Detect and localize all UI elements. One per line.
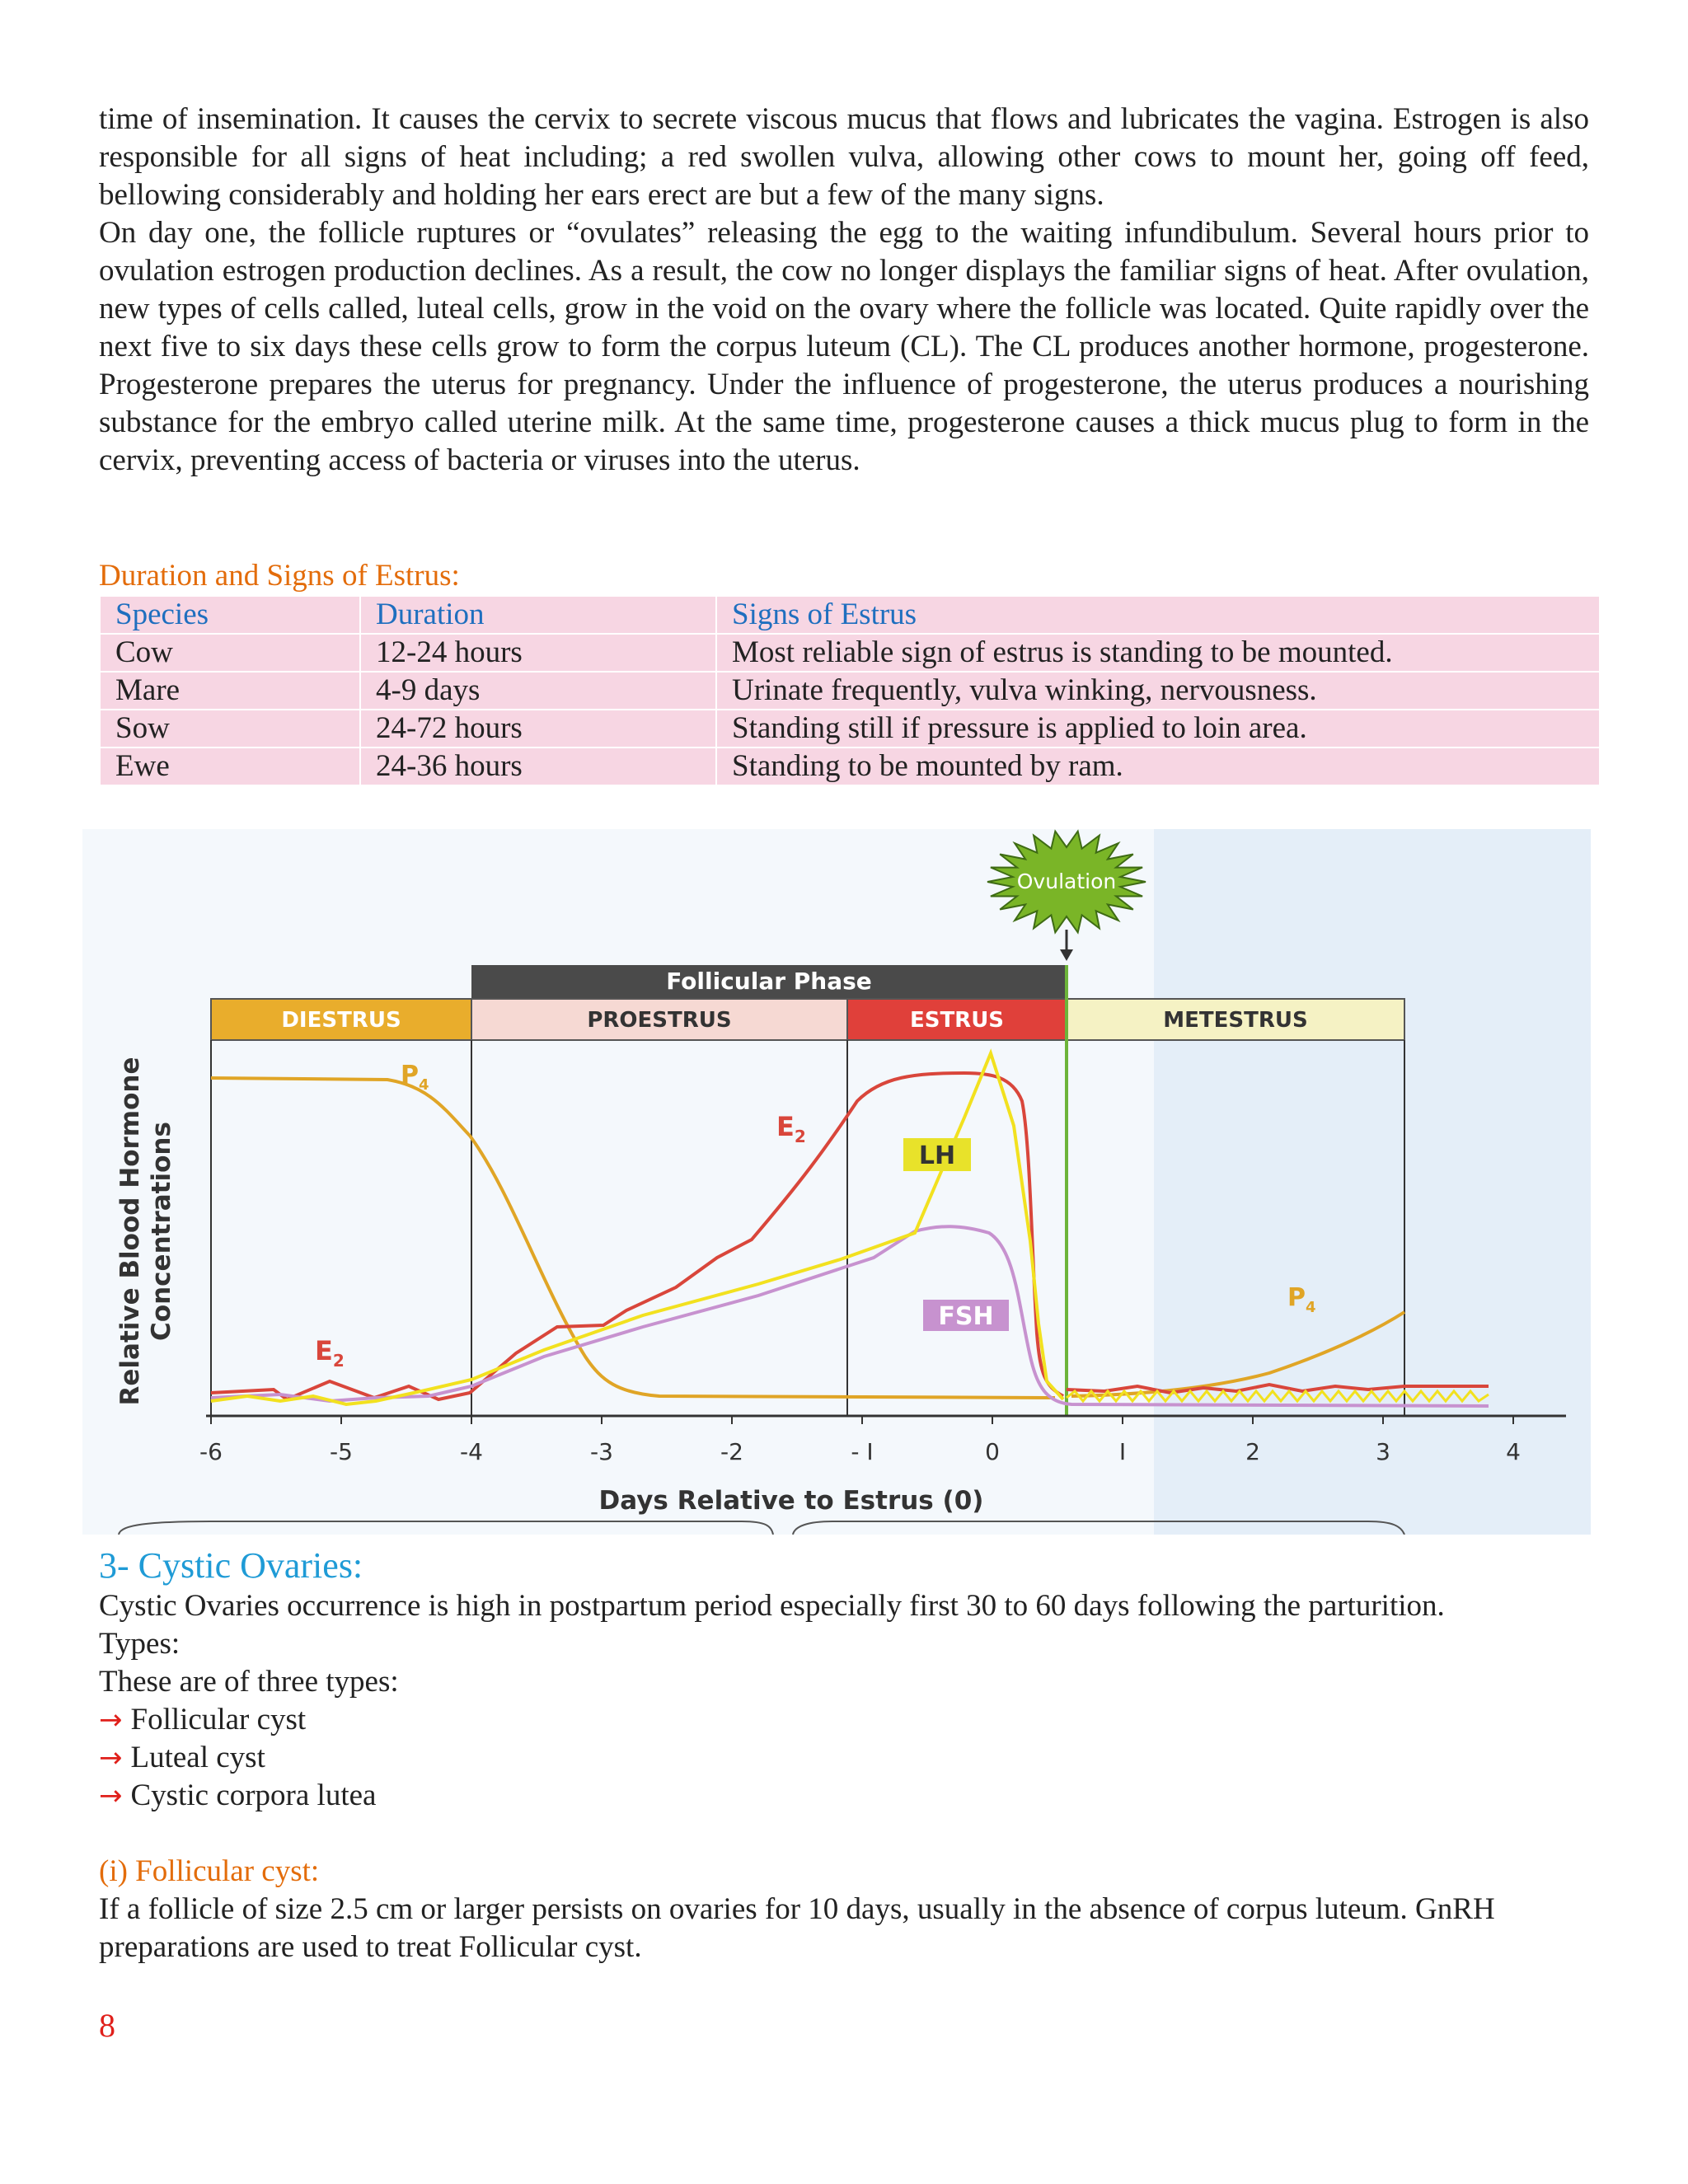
e2-label: $E_2$: [776, 1111, 806, 1146]
header-signs: Signs of Estrus: [716, 596, 1600, 634]
x-tick-label: I: [1118, 1438, 1127, 1465]
table-row: [100, 748, 1600, 785]
x-tick-label: -6: [199, 1438, 223, 1465]
list-item: [99, 1701, 306, 1739]
section-heading: 3- Cystic Ovaries:: [99, 1545, 363, 1586]
cell-species: Ewe: [100, 748, 360, 785]
list-item: [99, 1739, 265, 1777]
p4-label-metestrus: $P_4$: [1287, 1283, 1316, 1316]
fsh-label: FSH: [938, 1302, 994, 1331]
cell-duration: 24-72 hours: [360, 710, 716, 748]
list-item-label: Follicular cyst: [130, 1703, 307, 1736]
table-row: [100, 710, 1600, 748]
follicular-phase-label: Follicular Phase: [666, 968, 872, 995]
table-header-row: [100, 596, 1600, 634]
arrow-right-icon: →: [99, 1779, 123, 1812]
cell-signs: Standing still if pressure is applied to loin area.: [716, 710, 1600, 748]
lh-label: LH: [918, 1141, 956, 1170]
cell-species: Cow: [100, 634, 360, 672]
cell-species: Sow: [100, 710, 360, 748]
x-tick-label: -3: [590, 1438, 613, 1465]
x-tick-label: 3: [1376, 1438, 1390, 1465]
cell-species: Mare: [100, 672, 360, 710]
x-tick-label: 0: [985, 1438, 1000, 1465]
cell-signs: Standing to be mounted by ram.: [716, 748, 1600, 785]
arrow-right-icon: →: [99, 1741, 123, 1774]
ovulation-label: Ovulation: [1016, 869, 1117, 893]
estrus-table: [99, 595, 1601, 786]
intro-paragraph-2: On day one, the follicle ruptures or “ovulates” releasing the egg to the waiting infundibulum. Several hours prior to ovulation estrogen production declines. As a result, the cow no longer displays the familiar signs of heat. After ovulation, new types of cells called, luteal cells, grow in the void on the ovary where the follicle was located. Quite rapidly over the next five to six days these cells grow to form the corpus luteum (CL). The CL produces another hormone, progesterone. Progesterone prepares the uterus for pregnancy. Under the influence of progesterone, the uterus produces a nourishing substance for the embryo called uterine milk. At the same time, progesterone causes a thick mucus plug to form in the cervix, preventing access of bacteria or viruses into the uterus.: [99, 216, 1589, 477]
x-tick-label: - I: [851, 1438, 874, 1465]
table-row: [100, 672, 1600, 710]
section-text: Cystic Ovaries occurrence is high in postpartum period especially first 30 to 60 days following the parturition.: [99, 1589, 1445, 1623]
x-tick-label: 4: [1506, 1438, 1521, 1465]
y-axis-label-line2: Concentrations: [147, 1122, 176, 1341]
phase-label-proestrus: PROESTRUS: [587, 1008, 732, 1033]
arrow-right-icon: →: [99, 1704, 123, 1736]
list-item-label: Luteal cyst: [130, 1741, 265, 1774]
list-item-label: Cystic corpora lutea: [130, 1779, 377, 1812]
cell-duration: 12-24 hours: [360, 634, 716, 672]
header-species: Species: [100, 596, 360, 634]
types-label: Types:: [99, 1627, 181, 1661]
cell-signs: Most reliable sign of estrus is standing to be mounted.: [716, 634, 1600, 672]
phase-label-estrus: ESTRUS: [909, 1008, 1005, 1033]
y-axis-label-line1: Relative Blood Hormone: [115, 1057, 145, 1406]
subheading: (i) Follicular cyst:: [99, 1854, 320, 1888]
header-duration: Duration: [360, 596, 716, 634]
x-tick-label: -2: [720, 1438, 743, 1465]
list-item: [99, 1777, 376, 1815]
x-tick-label: -4: [460, 1438, 483, 1465]
cell-duration: 4-9 days: [360, 672, 716, 710]
x-tick-label: -5: [330, 1438, 353, 1465]
e2-label-diestrus: $E_2$: [315, 1335, 345, 1371]
x-axis-label: Days Relative to Estrus (0): [598, 1486, 984, 1516]
intro-paragraph-1: time of insemination. It causes the cervix to secrete viscous mucus that flows and lubricates the vagina. Estrogen is also responsible for all signs of heat including; a red swollen vulva, allowing other cows to mount her, going off feed, bellowing considerably and holding her ears erect are but a few of the many signs.: [99, 102, 1589, 212]
page-number: 8: [99, 2007, 115, 2044]
table-row: [100, 634, 1600, 672]
x-tick-label: 2: [1245, 1438, 1260, 1465]
p4-label: $P_4$: [401, 1061, 429, 1094]
estrous-cycle-hormone-figure: [82, 829, 1591, 1535]
subheading-text: If a follicle of size 2.5 cm or larger persists on ovaries for 10 days, usually in the absence of corpus luteum. GnRH preparations are used to treat Follicular cyst.: [99, 1892, 1495, 1964]
phase-label-diestrus: DIESTRUS: [281, 1008, 401, 1033]
phase-label-metestrus: METESTRUS: [1163, 1008, 1308, 1033]
types-intro: These are of three types:: [99, 1665, 399, 1699]
cell-duration: 24-36 hours: [360, 748, 716, 785]
table-title: Duration and Signs of Estrus:: [99, 559, 460, 593]
cell-signs: Urinate frequently, vulva winking, nervousness.: [716, 672, 1600, 710]
